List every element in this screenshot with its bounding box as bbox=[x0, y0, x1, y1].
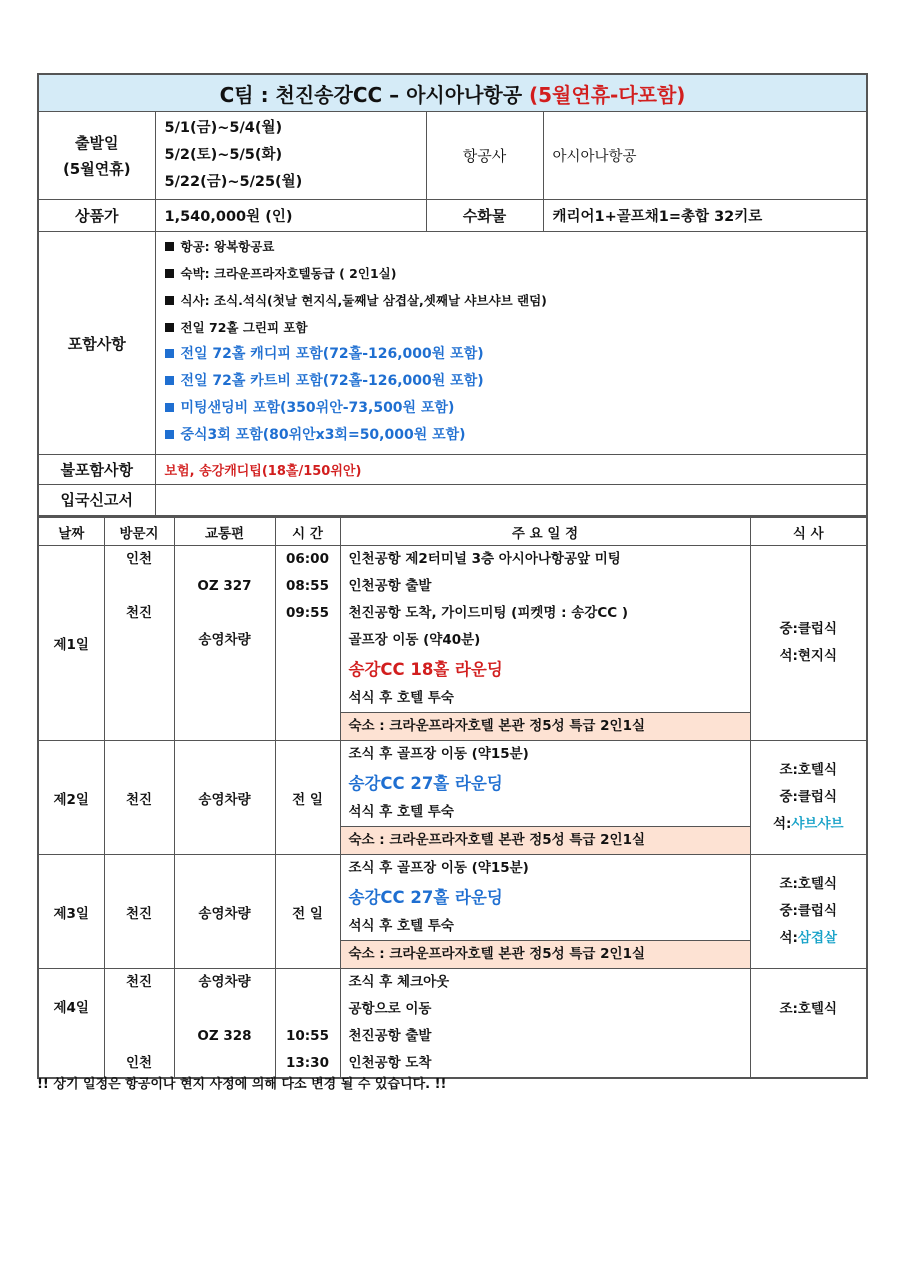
day3-transport: 송영차량 bbox=[174, 855, 275, 969]
day4-times: 10:55 13:30 bbox=[275, 969, 340, 1079]
departure-date: 5/2(토)~5/5(화) bbox=[164, 147, 283, 163]
day2-meals: 조:호텔식 중:클럽식 석:샤브샤브 bbox=[750, 741, 867, 855]
hotel-info: 숙소 : 크라운프라자호텔 본관 정5성 특급 2인1실 bbox=[341, 826, 750, 854]
schedule-note: !! 상기 일정은 항공이나 현지 사정에 의해 다소 변경 될 수 있습니다. !! bbox=[37, 1077, 447, 1092]
airline-value: 아시아나항공 bbox=[543, 112, 867, 200]
header-place: 방문지 bbox=[104, 517, 174, 546]
baggage-value: 캐리어1+골프채1=총합 32키로 bbox=[543, 200, 867, 232]
round-highlight: 송강CC 27홀 라운딩 bbox=[348, 888, 503, 907]
included-row bbox=[38, 232, 867, 455]
day4-transport: 송영차량 OZ 328 bbox=[174, 969, 275, 1079]
day1-meals: 중:클럽식 석:현지식 bbox=[750, 546, 867, 741]
title-row bbox=[38, 74, 867, 112]
departure-row bbox=[38, 112, 867, 200]
header-meal: 식 사 bbox=[750, 517, 867, 546]
round-highlight: 송강CC 18홀 라운딩 bbox=[348, 660, 503, 679]
hotel-info: 숙소 : 크라운프라자호텔 본관 정5성 특급 2인1실 bbox=[341, 712, 750, 740]
excluded-value: 보험, 송강캐디팁(18홀/150위안) bbox=[155, 455, 867, 485]
day2-transport: 송영차량 bbox=[174, 741, 275, 855]
departure-label: 출발일 (5월연휴) bbox=[38, 112, 155, 200]
airline-label: 항공사 bbox=[426, 112, 543, 200]
excluded-row bbox=[38, 455, 867, 485]
tour-info-table bbox=[37, 73, 868, 517]
day4-row bbox=[38, 969, 867, 1079]
departure-date: 5/22(금)~5/25(월) bbox=[164, 174, 303, 190]
day1-transport: OZ 327 송영차량 bbox=[174, 546, 275, 741]
header-transport: 교통편 bbox=[174, 517, 275, 546]
plan-item: 석식 후 호텔 투숙 bbox=[348, 918, 454, 934]
plan-item: 인천공항 도착 bbox=[348, 1055, 432, 1071]
day1-times: 06:00 08:55 09:55 bbox=[275, 546, 340, 741]
plan-item: 조식 후 골프장 이동 (약15분) bbox=[348, 860, 529, 876]
included-highlight-item: 중식3회 포함(80위안x3회=50,000원 포함) bbox=[165, 424, 867, 451]
schedule-header-row bbox=[38, 517, 867, 546]
day1-places: 인천 천진 bbox=[104, 546, 174, 741]
day4-plan bbox=[340, 969, 750, 1079]
plan-item: 천진공항 도착, 가이드미팅 (피켓명 : 송강CC ) bbox=[348, 605, 629, 621]
included-item: 식사: 조식.석식(첫날 현지식,둘째날 삼겹살,셋째날 샤브샤브 랜덤) bbox=[165, 289, 867, 316]
round-highlight: 송강CC 27홀 라운딩 bbox=[348, 774, 503, 793]
plan-item: 골프장 이동 (약40분) bbox=[348, 632, 481, 648]
price-label: 상품가 bbox=[38, 200, 155, 232]
day2-plan bbox=[340, 741, 750, 855]
day2-row bbox=[38, 741, 867, 855]
day3-meals: 조:호텔식 중:클럽식 석:삼겹살 bbox=[750, 855, 867, 969]
included-item: 전일 72홀 그린피 포함 bbox=[165, 316, 867, 343]
day4-meals: 조:호텔식 bbox=[750, 969, 867, 1079]
included-highlight-item: 전일 72홀 캐디피 포함(72홀-126,000원 포함) bbox=[165, 343, 867, 370]
included-list bbox=[155, 232, 867, 455]
included-highlight-item: 미팅샌딩비 포함(350위안-73,500원 포함) bbox=[165, 397, 867, 424]
title-main: C팀 : 천진송강CC – 아시아나항공 bbox=[219, 82, 529, 107]
plan-item: 조식 후 체크아웃 bbox=[348, 974, 450, 990]
day1-label: 제1일 bbox=[38, 546, 104, 741]
page-title bbox=[38, 74, 867, 112]
header-plan: 주 요 일 정 bbox=[340, 517, 750, 546]
included-item: 숙박: 크라운프라자호텔동급 ( 2인1실) bbox=[165, 262, 867, 289]
day1-plan bbox=[340, 546, 750, 741]
plan-item: 석식 후 호텔 투숙 bbox=[348, 804, 454, 820]
header-time: 시 간 bbox=[275, 517, 340, 546]
departure-dates bbox=[155, 112, 426, 200]
included-highlight-item: 전일 72홀 카트비 포함(72홀-126,000원 포함) bbox=[165, 370, 867, 397]
day3-label: 제3일 bbox=[38, 855, 104, 969]
hotel-info: 숙소 : 크라운프라자호텔 본관 정5성 특급 2인1실 bbox=[341, 940, 750, 968]
plan-item: 인천공항 제2터미널 3층 아시아나항공앞 미팅 bbox=[348, 551, 621, 567]
plan-item: 인천공항 출발 bbox=[348, 578, 432, 594]
plan-item: 석식 후 호텔 투숙 bbox=[348, 690, 454, 706]
day2-time: 전 일 bbox=[275, 741, 340, 855]
entry-label: 입국신고서 bbox=[38, 485, 155, 516]
header-date: 날짜 bbox=[38, 517, 104, 546]
day4-label: 제4일 bbox=[38, 969, 104, 1079]
baggage-label: 수화물 bbox=[426, 200, 543, 232]
day2-label: 제2일 bbox=[38, 741, 104, 855]
day2-place: 천진 bbox=[104, 741, 174, 855]
price-row bbox=[38, 200, 867, 232]
excluded-label: 불포함사항 bbox=[38, 455, 155, 485]
day3-plan bbox=[340, 855, 750, 969]
day3-time: 전 일 bbox=[275, 855, 340, 969]
title-highlight: (5월연휴-다포함) bbox=[529, 82, 686, 107]
plan-item: 공항으로 이동 bbox=[348, 1001, 432, 1017]
day3-row bbox=[38, 855, 867, 969]
plan-item: 천진공항 출발 bbox=[348, 1028, 432, 1044]
schedule-table bbox=[37, 516, 868, 1079]
day3-place: 천진 bbox=[104, 855, 174, 969]
price-value: 1,540,000원 (인) bbox=[155, 200, 426, 232]
entry-value bbox=[155, 485, 867, 516]
included-label: 포함사항 bbox=[38, 232, 155, 455]
day4-places: 천진 인천 bbox=[104, 969, 174, 1079]
plan-item: 조식 후 골프장 이동 (약15분) bbox=[348, 746, 529, 762]
entry-row bbox=[38, 485, 867, 516]
included-item: 항공: 왕복항공료 bbox=[165, 235, 867, 262]
day1-row bbox=[38, 546, 867, 741]
departure-date: 5/1(금)~5/4(월) bbox=[164, 120, 283, 136]
